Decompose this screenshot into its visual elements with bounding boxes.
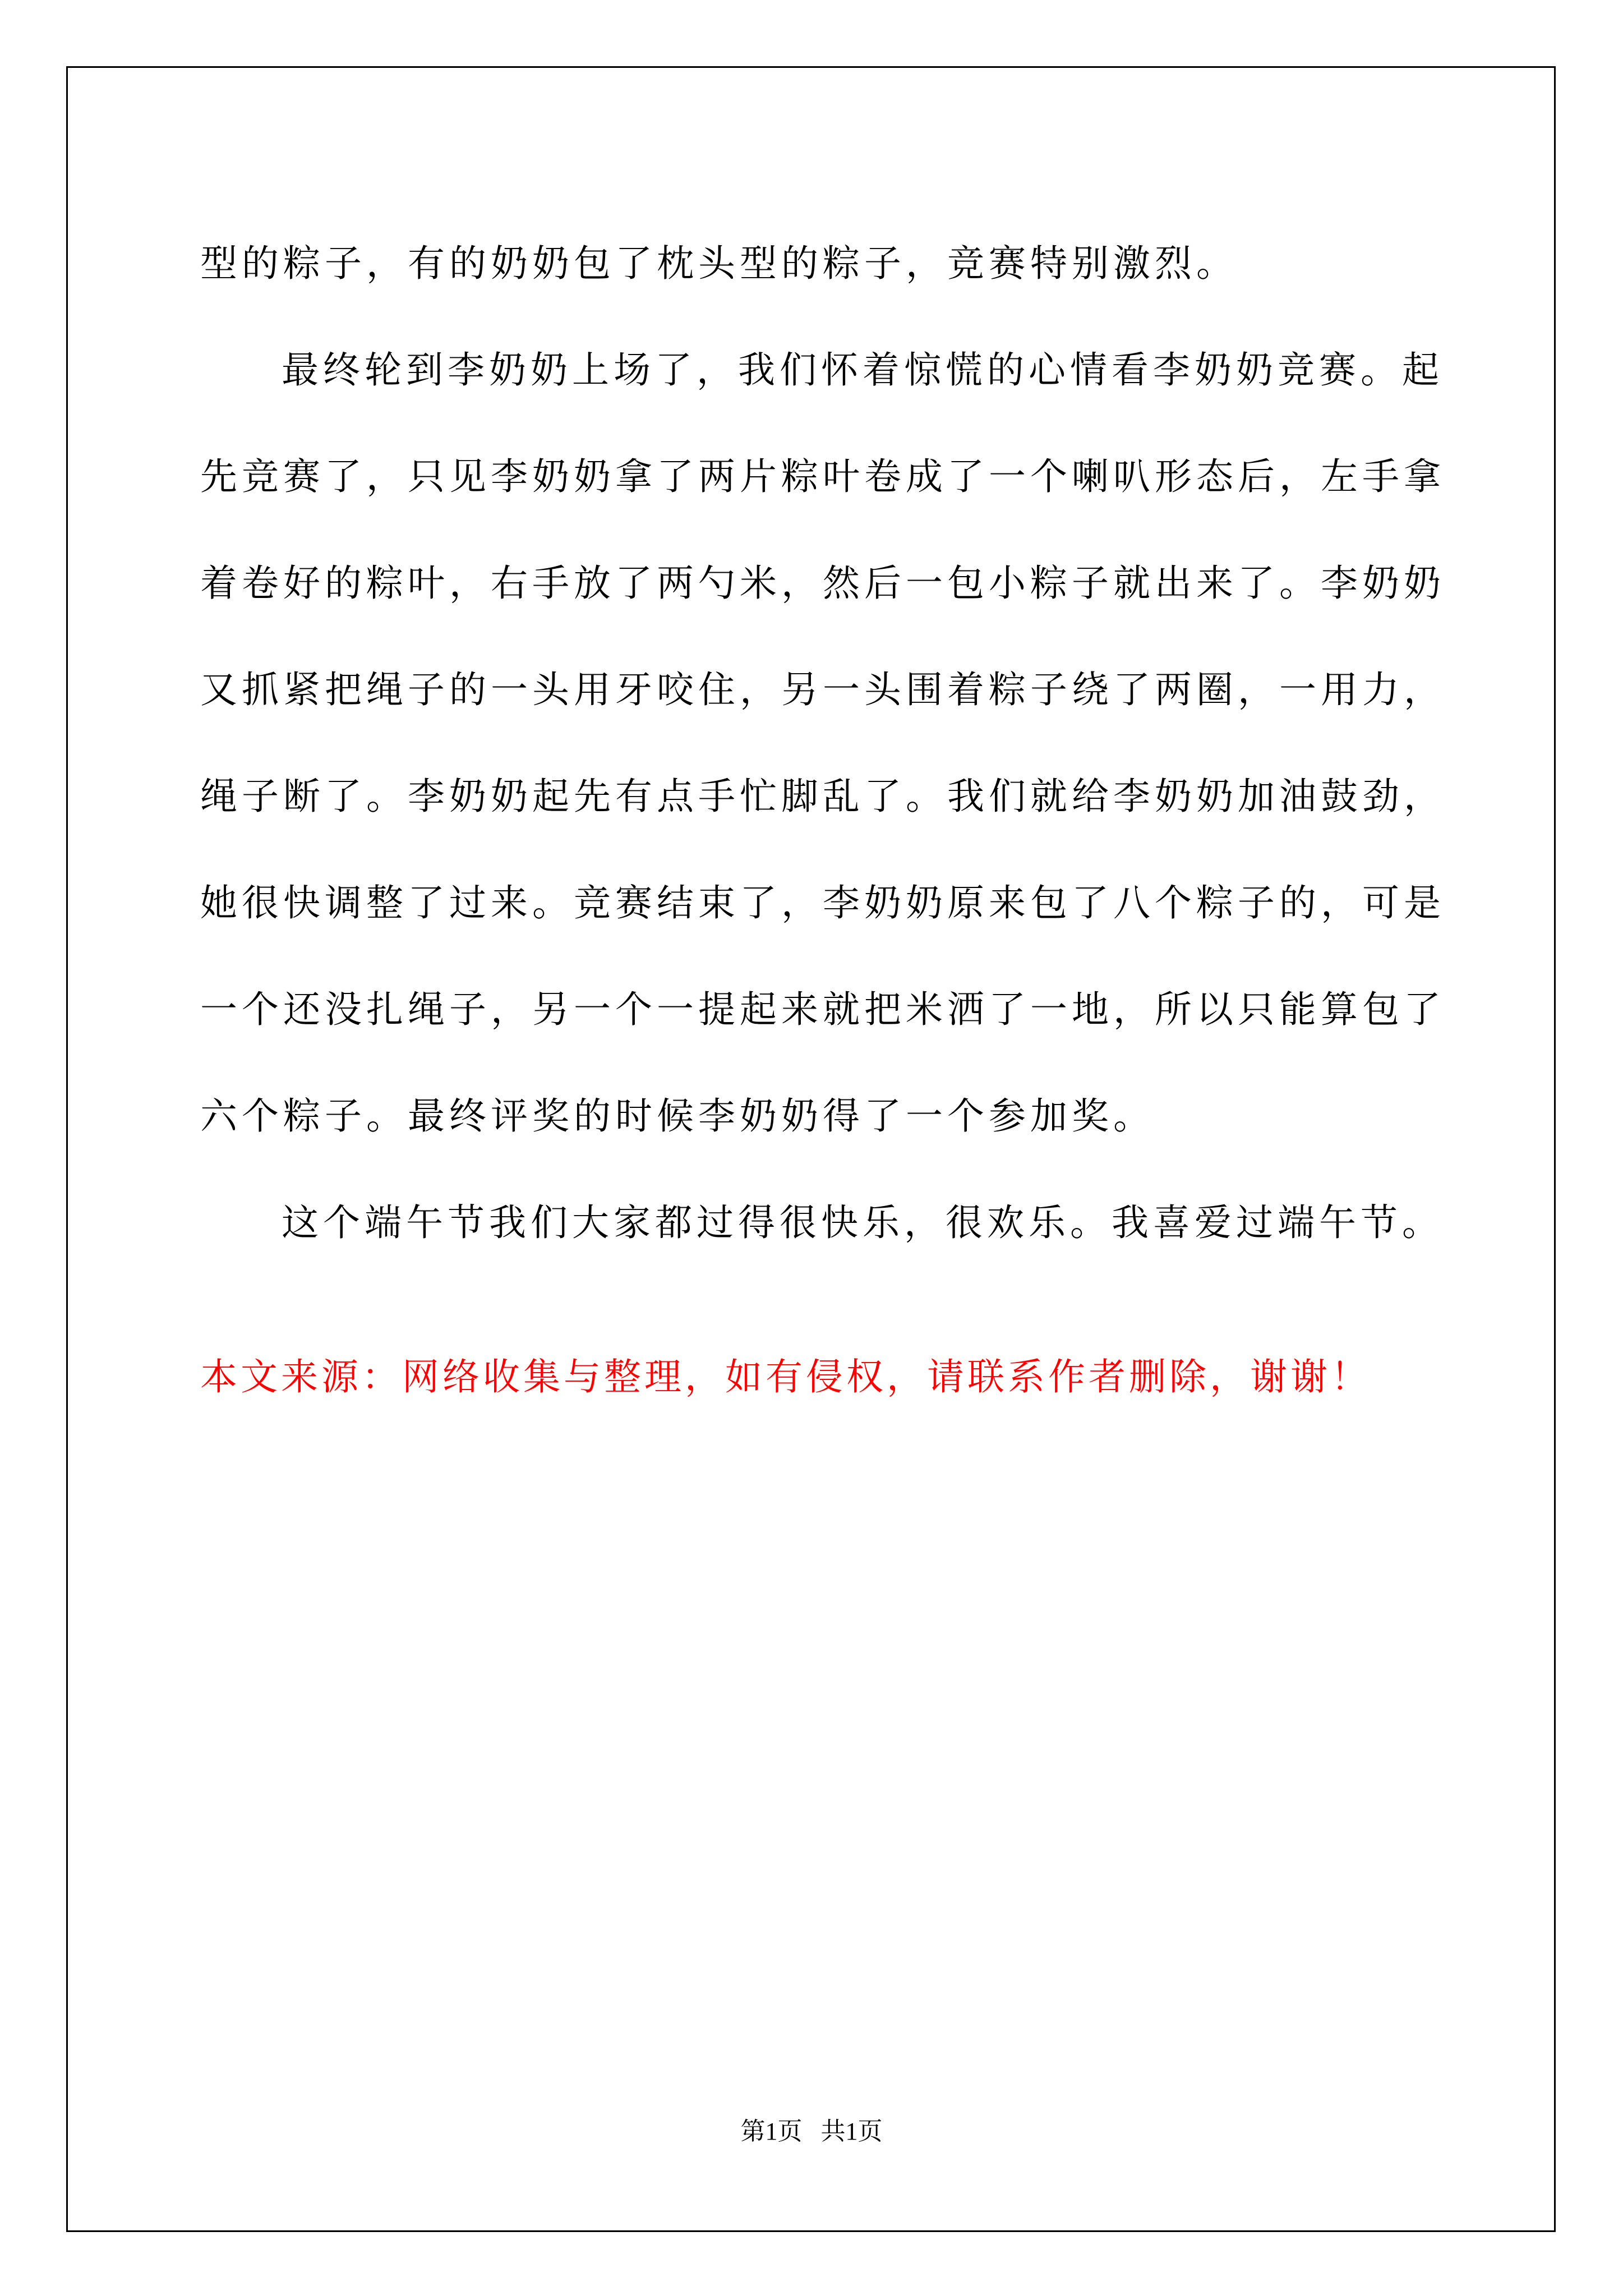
paragraph-line: 一个还没扎绳子，另一个一提起来就把米洒了一地，所以只能算包了 [200,988,1445,1031]
paragraph-line: 她很快调整了过来。竞赛结束了，李奶奶原来包了八个粽子的，可是 [200,881,1445,924]
source-note: 本文来源：网络收集与整理，如有侵权，请联系作者删除，谢谢！ [200,1355,1371,1398]
paragraph-line: 先竞赛了，只见李奶奶拿了两片粽叶卷成了一个喇叭形态后，左手拿 [200,455,1445,498]
paragraph-line: 又抓紧把绳子的一头用牙咬住，另一头围着粽子绕了两圈，一用力， [200,668,1445,711]
paragraph-line: 六个粽子。最终评奖的时候李奶奶得了一个参加奖。 [200,1094,1155,1138]
page-footer: 第1页 共1页 [740,2118,883,2145]
paragraph-line: 最终轮到李奶奶上场了，我们怀着惊慌的心情看李奶奶竞赛。起 [282,348,1444,392]
paragraph-line: 着卷好的粽叶，右手放了两勺米，然后一包小粽子就出来了。李奶奶 [200,562,1445,605]
body-text [200,210,1445,1276]
paragraph-line: 型的粽子，有的奶奶包了枕头型的粽子，竞赛特别激烈。 [200,242,1238,285]
paragraph-line: 绳子断了。李奶奶起先有点手忙脚乱了。我们就给李奶奶加油鼓劲， [200,775,1445,818]
paragraph-line: 这个端午节我们大家都过得很快乐，很欢乐。我喜爱过端午节。 [282,1201,1444,1244]
